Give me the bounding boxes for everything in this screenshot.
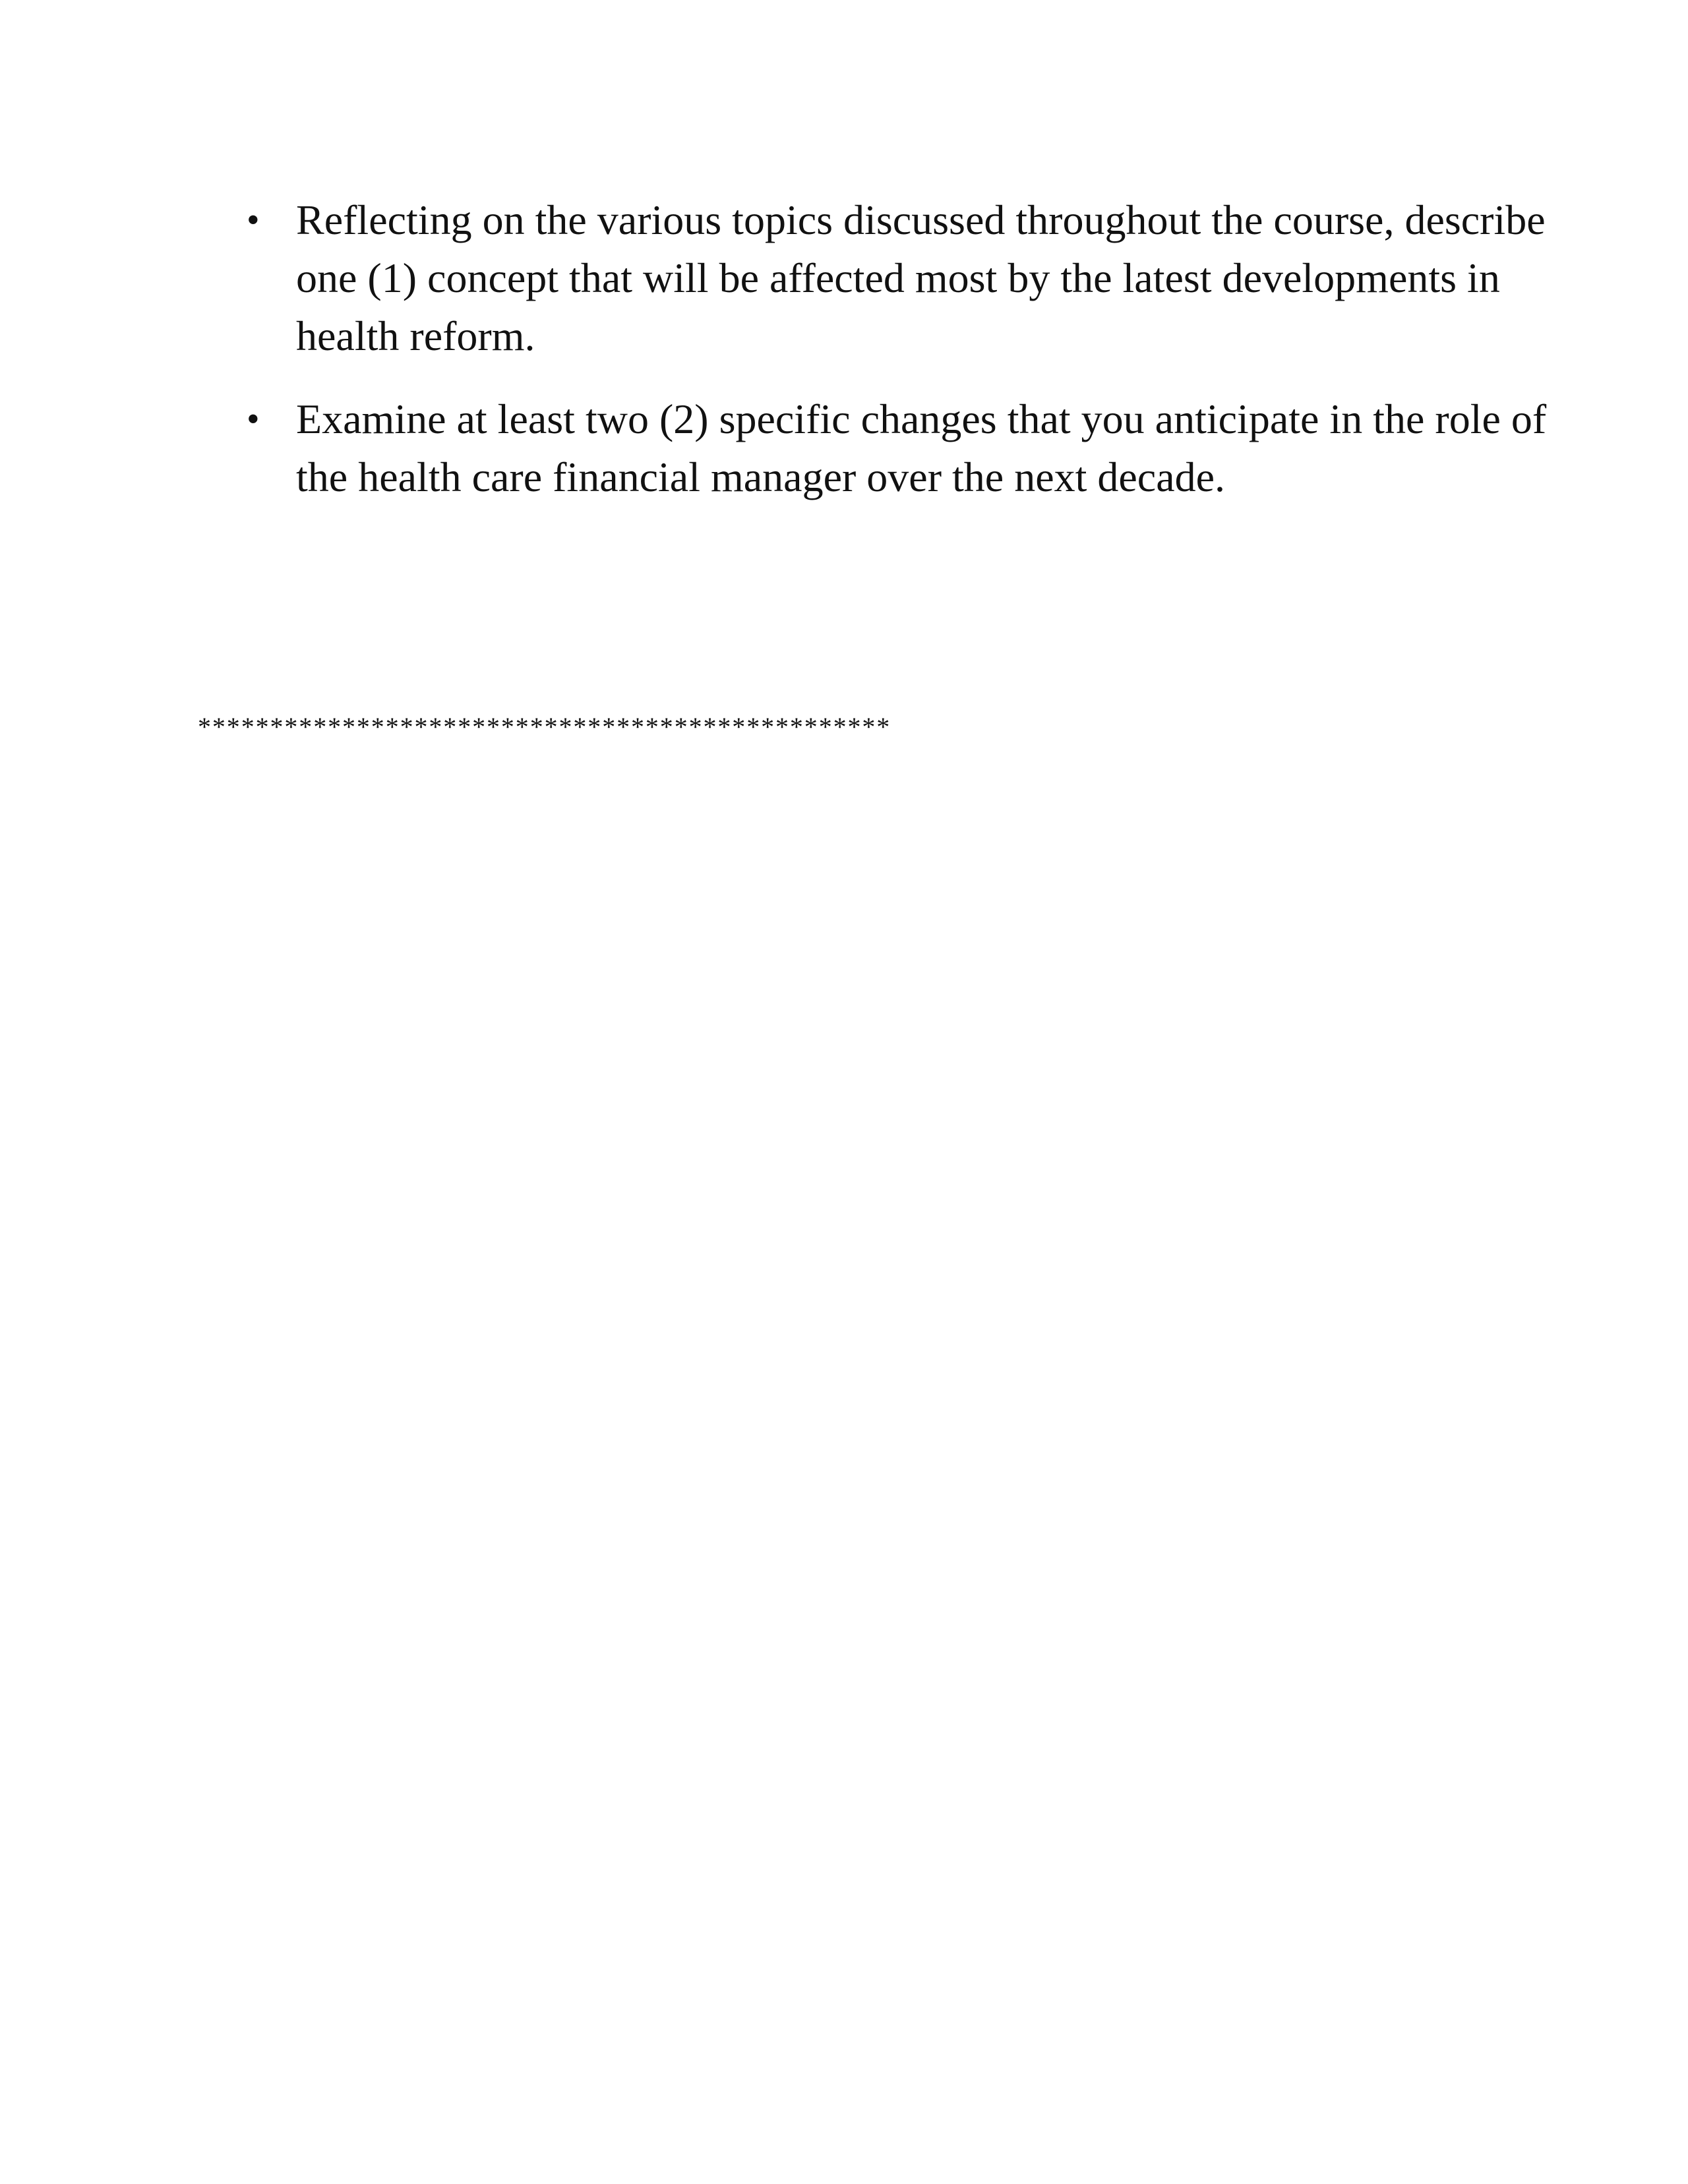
bullet-text: Reflecting on the various topics discussed throughout the course, describe one (1) concept that will be affected most by the latest developments in health reform. <box>296 196 1546 359</box>
bullet-text: Examine at least two (2) specific changes that you anticipate in the role of the health care financial manager over the next decade. <box>296 396 1547 500</box>
bullet-icon: • <box>247 399 260 440</box>
asterisk-separator: ************************************************ <box>198 712 891 742</box>
list-item <box>0 390 1549 506</box>
list-item <box>0 191 1549 365</box>
bullet-icon: • <box>247 200 260 241</box>
bullet-list <box>0 191 1688 531</box>
